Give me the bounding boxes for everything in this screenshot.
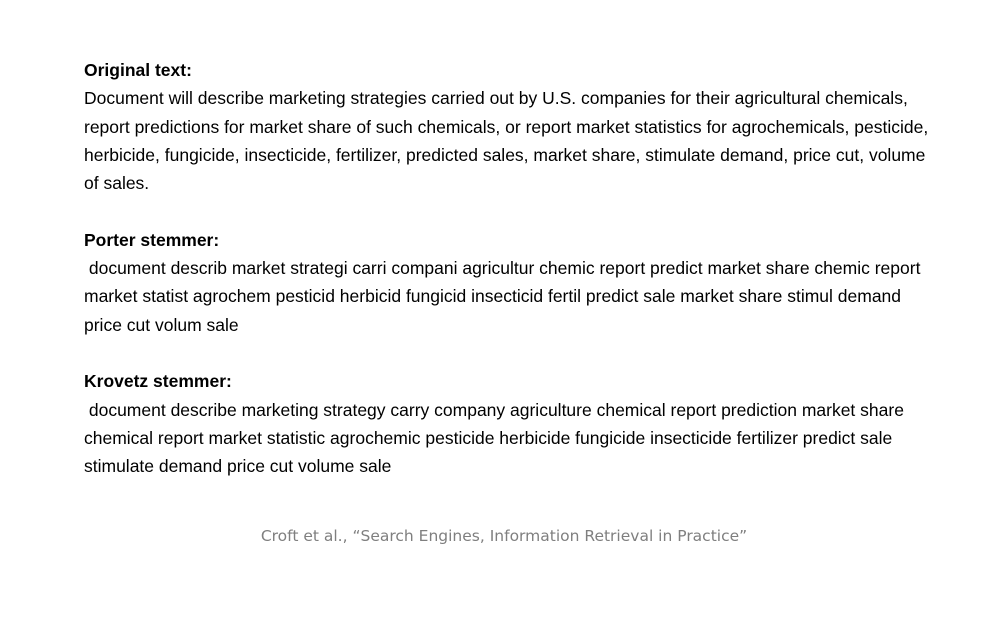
slide-content bbox=[84, 56, 932, 509]
original-text-body: Document will describe marketing strategies carried out by U.S. companies for their agricultural chemicals, report predictions for market share of such chemicals, or report market statistics for agrochemicals, pesticide, herbicide, fungicide, insecticide, fertilizer, predicted sales, market share, stimulate demand, price cut, volume of sales. bbox=[84, 88, 929, 194]
original-text-section bbox=[84, 56, 932, 197]
krovetz-stemmer-section bbox=[84, 367, 932, 480]
porter-stemmer-section bbox=[84, 226, 932, 339]
krovetz-stemmer-body: document describe marketing strategy carry company agriculture chemical report prediction market share chemical report market statistic agrochemic pesticide herbicide fungicide insecticide fertilizer predict sale stimulate demand price cut volume sale bbox=[84, 399, 904, 477]
porter-stemmer-heading: Porter stemmer: bbox=[84, 229, 220, 250]
citation: Croft et al., “Search Engines, Information Retrieval in Practice” bbox=[260, 527, 748, 545]
original-text-heading: Original text: bbox=[84, 60, 192, 80]
porter-stemmer-body: document describ market strategi carri compani agricultur chemic report predict market share chemic report market statist agrochem pesticid herbicid fungicid insecticid fertil predict sale market share stimul demand price cut volum sale bbox=[84, 258, 921, 335]
krovetz-stemmer-heading: Krovetz stemmer: bbox=[84, 371, 232, 392]
